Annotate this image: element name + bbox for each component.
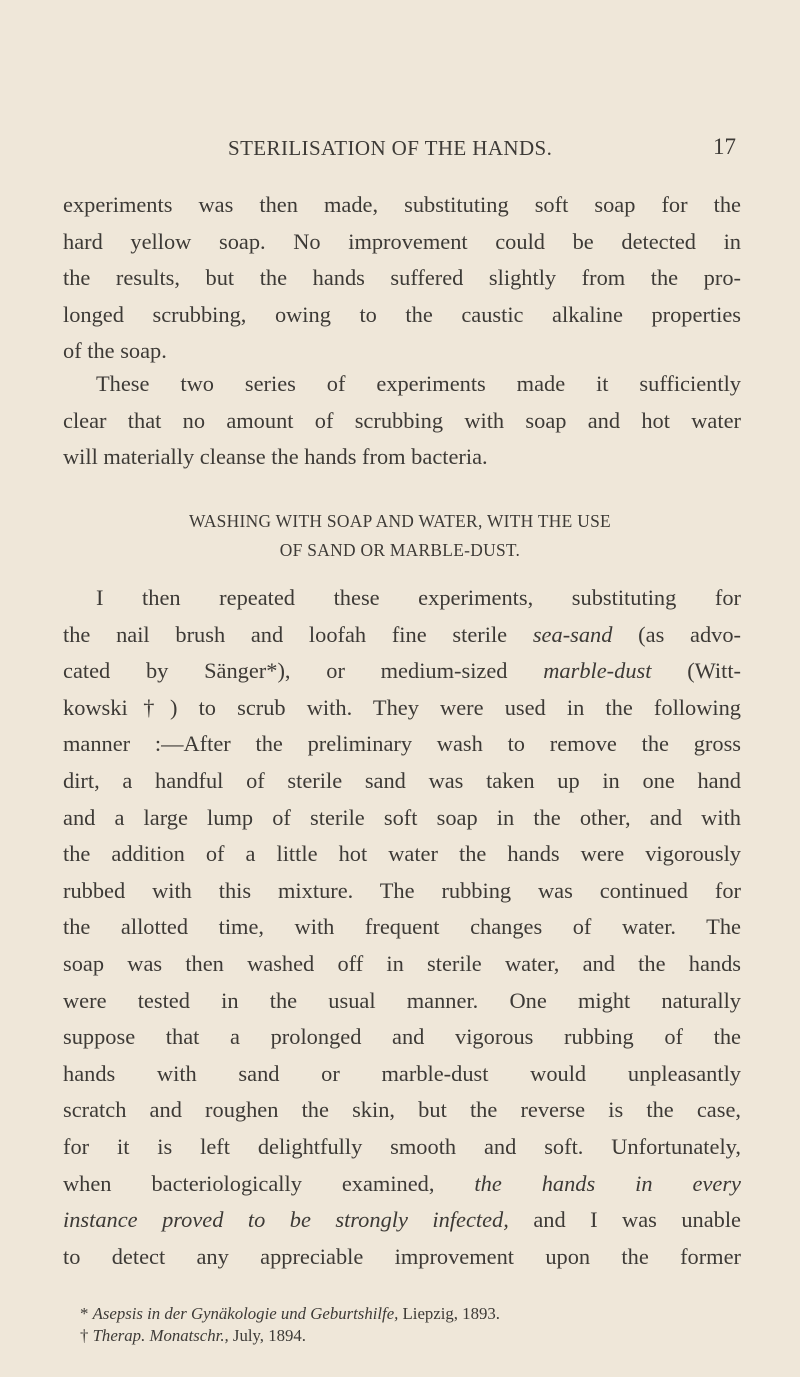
emphasis-sea-sand: sea-sand [532,621,613,647]
text-line: the addition of a little hot water the hands were vigorously [63,841,741,867]
footnote-2: † Therap. Monatschr., July, 1894. [80,1326,306,1345]
footnotes [80,1303,740,1347]
text-line: soap was then washed off in sterile water, and the hands [63,950,741,976]
text-line: hands with sand or marble-dust would unpleasantly [63,1060,741,1086]
text-line: and a large lump of sterile soft soap in the other, and with [63,804,741,830]
text-line: I then repeated these experiments, substituting for [96,585,741,610]
emphasis-text: instance proved to be strongly infected, [63,1207,509,1233]
text-line: manner :—After the preliminary wash to remove the gross [63,731,741,757]
footnote-1: * Asepsis in der Gynäkologie und Geburtshilfe, Liepzig, 1893. [80,1304,500,1323]
text-line: cated by Sänger*), or medium-sized marble-dust (Witt- [63,658,742,684]
text-line: experiments was then made, substituting soft soap for the [63,192,741,217]
text-line: longed scrubbing, owing to the caustic alkaline properties [63,301,741,327]
text-line: clear that no amount of scrubbing with soap and hot water [63,407,741,433]
running-header [0,136,800,166]
text-line: when bacteriologically examined, the hands in every [63,1170,741,1196]
emphasis-marble-dust: marble-dust [543,658,652,684]
text-line: to detect any appreciable improvement upon the former [63,1243,741,1269]
text-line: dirt, a handful of sterile sand was taken up in one hand [63,767,741,793]
text-line: the nail brush and loofah fine sterile sea-sand (as advo- [63,621,741,647]
running-title: STERILISATION OF THE HANDS. [228,136,553,160]
text-line: These two series of experiments made it sufficiently [96,371,741,396]
text-line: the results, but the hands suffered slightly from the pro- [63,265,741,291]
text-line: scratch and roughen the skin, but the reverse is the case, [63,1097,741,1123]
text-line: hard yellow soap. No improvement could be detected in [63,228,741,254]
paragraph-2 [63,366,741,476]
section-heading [0,507,800,565]
page-number: 17 [713,134,736,159]
paragraph-1 [63,187,741,370]
paragraph-3 [63,580,741,1275]
text-line: were tested in the usual manner. One might naturally [63,987,741,1013]
text-line: kowski†) to scrub with. They were used in the following [63,694,741,720]
text-line: the allotted time, with frequent changes of water. The [63,914,741,940]
text-line: for it is left delightfully smooth and soft. Unfortunately, [63,1133,741,1159]
text-line: will materially cleanse the hands from bacteria. [63,444,488,470]
text-line: suppose that a prolonged and vigorous rubbing of the [63,1024,741,1050]
emphasis-text: the hands in every [474,1170,741,1196]
text-line: instance proved to be strongly infected, and I was unable [63,1207,741,1233]
text-line: rubbed with this mixture. The rubbing was continued for [63,877,741,903]
text-line: of the soap. [63,338,167,364]
section-heading-line-2: OF SAND OR MARBLE-DUST. [279,540,521,560]
section-heading-line-1: WASHING WITH SOAP AND WATER, WITH THE USE [189,511,611,531]
